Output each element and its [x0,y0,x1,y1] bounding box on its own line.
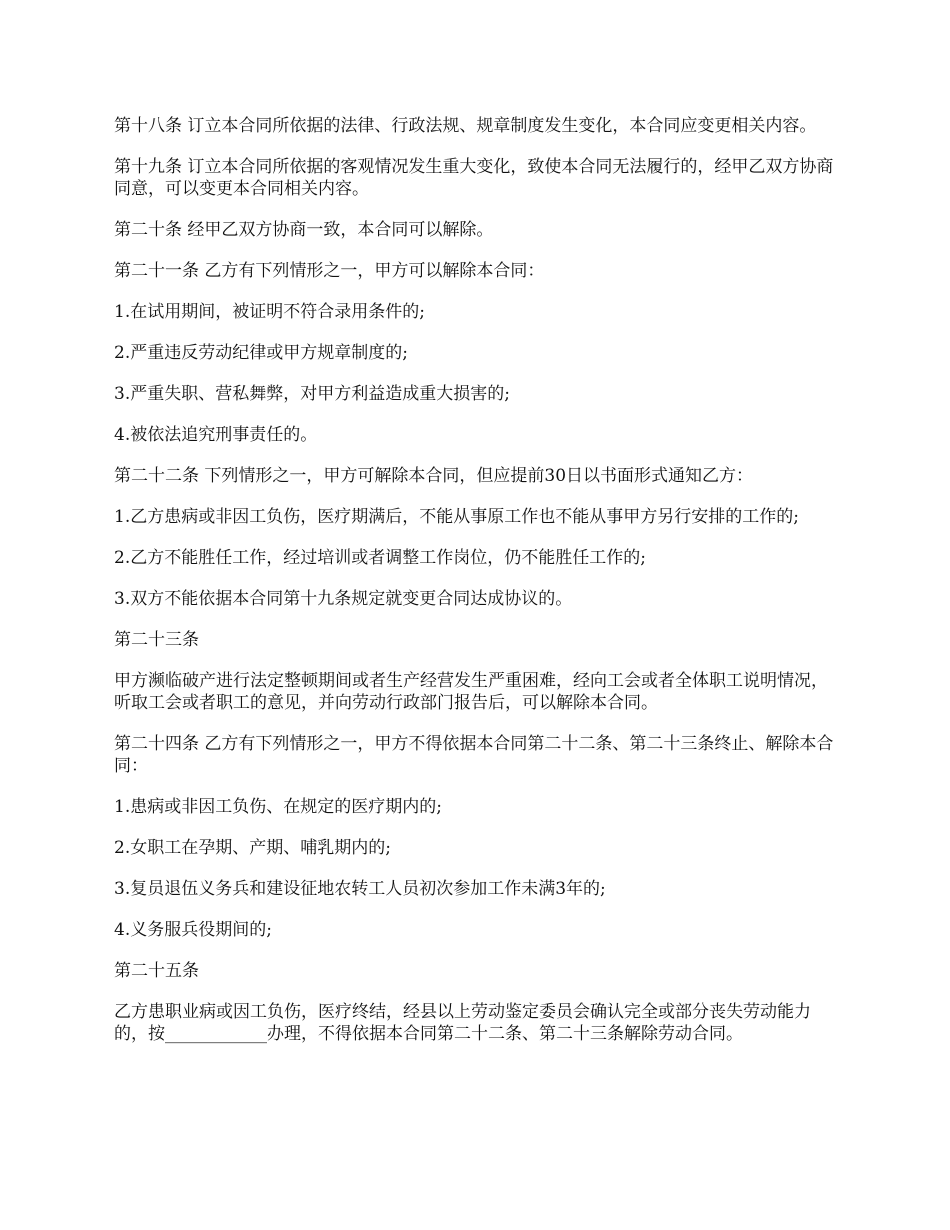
article-19: 第十九条 订立本合同所依据的客观情况发生重大变化，致使本合同无法履行的，经甲乙双方协商同意，可以变更本合同相关内容。 [114,157,834,199]
article-22-item-3: 3.双方不能依据本合同第十九条规定就变更合同达成协议的。 [114,589,573,609]
article-23-heading: 第二十三条 [114,630,199,650]
article-24-item-2: 2.女职工在孕期、产期、哺乳期内的; [114,838,391,858]
article-25-text: 乙方患职业病或因工负伤，医疗终结，经县以上劳动鉴定委员会确认完全或部分丧失劳动能力的，按____________办理，不得依据本合同第二十二条、第二十三条解除劳动合同。 [114,1002,811,1044]
article-21-item-3: 3.严重失职、营私舞弊，对甲方利益造成重大损害的; [114,384,510,404]
article-23-text: 甲方濒临破产进行法定整顿期间或者生产经营发生严重困难，经向工会或者全体职工说明情况，听取工会或者职工的意见，并向劳动行政部门报告后，可以解除本合同。 [114,671,828,713]
article-18: 第十八条 订立本合同所依据的法律、行政法规、规章制度发生变化，本合同应变更相关内容。 [114,116,817,136]
article-22-item-2: 2.乙方不能胜任工作，经过培训或者调整工作岗位，仍不能胜任工作的; [114,548,646,568]
article-21-item-1: 1.在试用期间，被证明不符合录用条件的; [114,302,425,322]
article-24-item-3: 3.复员退伍义务兵和建设征地农转工人员初次参加工作未满3年的; [114,879,606,899]
article-22-item-1: 1.乙方患病或非因工负伤，医疗期满后，不能从事原工作也不能从事甲方另行安排的工作的; [114,507,799,527]
article-24-item-1: 1.患病或非因工负伤、在规定的医疗期内的; [114,797,442,817]
article-22: 第二十二条 下列情形之一，甲方可解除本合同，但应提前30日以书面形式通知乙方： [114,466,754,486]
article-21-item-4: 4.被依法追究刑事责任的。 [114,425,318,445]
article-21: 第二十一条 乙方有下列情形之一，甲方可以解除本合同： [114,261,545,281]
article-24: 第二十四条 乙方有下列情形之一，甲方不得依据本合同第二十二条、第二十三条终止、解除本合同： [114,734,834,776]
article-24-item-4: 4.义务服兵役期间的; [114,920,272,940]
article-25-heading: 第二十五条 [114,961,199,981]
article-21-item-2: 2.严重违反劳动纪律或甲方规章制度的; [114,343,408,363]
document-body [114,115,842,1064]
article-20: 第二十条 经甲乙双方协商一致，本合同可以解除。 [114,220,494,240]
